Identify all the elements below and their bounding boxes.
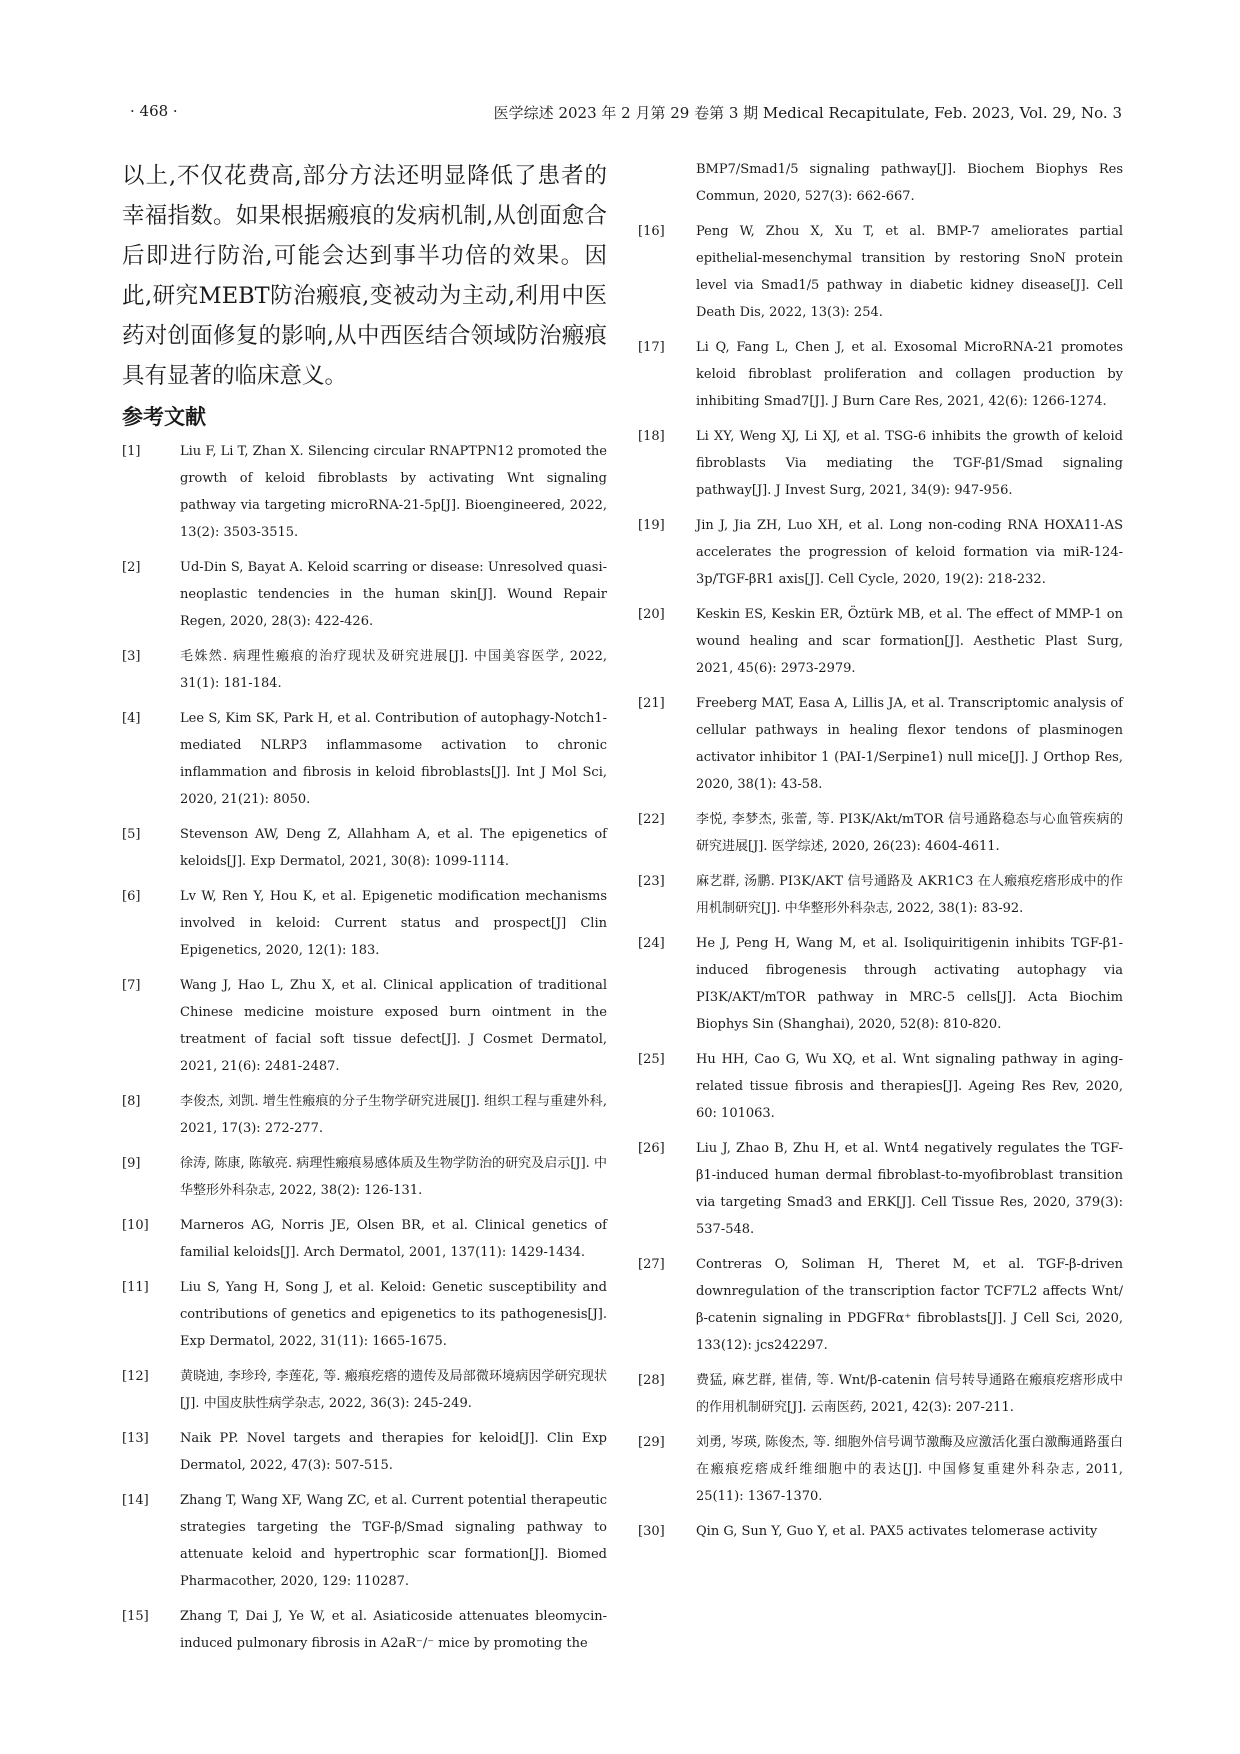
reference-item xyxy=(638,423,1123,504)
reference-number: [11] xyxy=(122,1280,149,1295)
reference-text: 毛姝然. 病理性瘢痕的治疗现状及研究进展[J]. 中国美容医学, 2022, 31(1): 181-184. xyxy=(180,649,607,691)
reference-item xyxy=(638,601,1123,682)
reference-text: Zhang T, Dai J, Ye W, et al. Asiaticoside attenuates bleomycin-induced pulmonary fibrosis in A2aR⁻/⁻ mice by promoting the xyxy=(180,1609,607,1651)
reference-number: [6] xyxy=(122,889,141,904)
reference-text: Liu F, Li T, Zhan X. Silencing circular RNAPTPN12 promoted the growth of keloid fibroblasts by activating Wnt signaling pathway via targeting microRNA-21-5p[J]. Bioengineered, 2022, 13(2): 3503-3515. xyxy=(180,444,607,540)
reference-number: [2] xyxy=(122,560,141,575)
reference-item xyxy=(638,512,1123,593)
reference-item xyxy=(122,1088,607,1142)
reference-number: [20] xyxy=(638,607,665,622)
reference-text: Marneros AG, Norris JE, Olsen BR, et al. Clinical genetics of familial keloids[J]. Arch Dermatol, 2001, 137(11): 1429-1434. xyxy=(180,1218,607,1260)
reference-number: [25] xyxy=(638,1052,665,1067)
reference-number: [23] xyxy=(638,874,665,889)
reference-item xyxy=(122,1150,607,1204)
reference-item xyxy=(122,821,607,875)
reference-item xyxy=(122,1425,607,1479)
reference-text: Lee S, Kim SK, Park H, et al. Contribution of autophagy-Notch1-mediated NLRP3 inflammasome activation to chronic inflammation and fibrosis in keloid fibroblasts[J]. Int J Mol Sci, 2020, 21(21): 8050. xyxy=(180,711,607,807)
reference-item xyxy=(638,690,1123,798)
reference-item xyxy=(638,868,1123,922)
reference-item xyxy=(122,438,607,546)
reference-number: [15] xyxy=(122,1609,149,1624)
reference-text: 李悦, 李梦杰, 张蕾, 等. PI3K/Akt/mTOR 信号通路稳态与心血管疾病的研究进展[J]. 医学综述, 2020, 26(23): 4604-4611. xyxy=(696,812,1123,854)
reference-number: [13] xyxy=(122,1431,149,1446)
reference-text: Naik PP. Novel targets and therapies for keloid[J]. Clin Exp Dermatol, 2022, 47(3): 507-515. xyxy=(180,1431,607,1473)
reference-text: Jin J, Jia ZH, Luo XH, et al. Long non-coding RNA HOXA11-AS accelerates the progression of keloid formation via miR-124-3p/TGF-βR1 axis[J]. Cell Cycle, 2020, 19(2): 218-232. xyxy=(696,518,1123,587)
reference-item xyxy=(122,643,607,697)
reference-text: Peng W, Zhou X, Xu T, et al. BMP-7 ameliorates partial epithelial-mesenchymal transition by restoring SnoN protein level via Smad1/5 pathway in diabetic kidney disease[J]. Cell Death Dis, 2022, 13(3): 254. xyxy=(696,224,1123,320)
reference-item xyxy=(122,1603,607,1657)
reference-text: Li Q, Fang L, Chen J, et al. Exosomal MicroRNA-21 promotes keloid fibroblast proliferation and collagen production by inhibiting Smad7[J]. J Burn Care Res, 2021, 42(6): 1266-1274. xyxy=(696,340,1123,409)
reference-number: [5] xyxy=(122,827,141,842)
reference-number: [26] xyxy=(638,1141,665,1156)
reference-item xyxy=(638,218,1123,326)
reference-item xyxy=(638,1518,1123,1545)
reference-number: [4] xyxy=(122,711,141,726)
reference-item xyxy=(122,1274,607,1355)
reference-text: 李俊杰, 刘凯. 增生性瘢痕的分子生物学研究进展[J]. 组织工程与重建外科, 2021, 17(3): 272-277. xyxy=(180,1094,607,1136)
reference-item xyxy=(638,1046,1123,1127)
reference-text: Contreras O, Soliman H, Theret M, et al. TGF-β-driven downregulation of the transcription factor TCF7L2 affects Wnt/β-catenin signaling in PDGFRα⁺ fibroblasts[J]. J Cell Sci, 2020, 133(12): jcs242297. xyxy=(696,1257,1123,1353)
reference-list-left xyxy=(122,438,607,1657)
reference-text: 麻艺群, 汤鹏. PI3K/AKT 信号通路及 AKR1C3 在人瘢痕疙瘩形成中的作用机制研究[J]. 中华整形外科杂志, 2022, 38(1): 83-92. xyxy=(696,874,1123,916)
reference-item xyxy=(122,554,607,635)
reference-text: 刘勇, 岑瑛, 陈俊杰, 等. 细胞外信号调节激酶及应激活化蛋白激酶通路蛋白在瘢痕疙瘩成纤维细胞中的表达[J]. 中国修复重建外科杂志, 2011, 25(11): 1367-1370. xyxy=(696,1435,1123,1504)
reference-text: 费猛, 麻艺群, 崔倩, 等. Wnt/β-catenin 信号转导通路在瘢痕疙瘩形成中的作用机制研究[J]. 云南医药, 2021, 42(3): 207-211. xyxy=(696,1373,1123,1415)
reference-number: [8] xyxy=(122,1094,141,1109)
reference-item xyxy=(638,1251,1123,1359)
reference-number: [18] xyxy=(638,429,665,444)
reference-text: 徐涛, 陈康, 陈敏亮. 病理性瘢痕易感体质及生物学防治的研究及启示[J]. 中华整形外科杂志, 2022, 38(2): 126-131. xyxy=(180,1156,607,1198)
reference-number: [19] xyxy=(638,518,665,533)
reference-15-continuation: BMP7/Smad1/5 signaling pathway[J]. Biochem Biophys Res Commun, 2020, 527(3): 662-667. xyxy=(696,162,1123,204)
reference-item xyxy=(638,334,1123,415)
reference-number: [24] xyxy=(638,936,665,951)
reference-number: [10] xyxy=(122,1218,149,1233)
reference-item xyxy=(638,930,1123,1038)
reference-item xyxy=(122,1363,607,1417)
reference-text: 黄晓迪, 李珍玲, 李莲花, 等. 瘢痕疙瘩的遗传及局部微环境病因学研究现状[J]. 中国皮肤性病学杂志, 2022, 36(3): 245-249. xyxy=(180,1369,607,1411)
body-paragraph: 以上,不仅花费高,部分方法还明显降低了患者的幸福指数。如果根据瘢痕的发病机制,从创面愈合后即进行防治,可能会达到事半功倍的效果。因此,研究MEBT防治瘢痕,变被动为主动,利用中医药对创面修复的影响,从中西医结合领域防治瘢痕具有显著的临床意义。 xyxy=(122,163,607,389)
reference-number: [22] xyxy=(638,812,665,827)
reference-item xyxy=(638,1135,1123,1243)
reference-number: [21] xyxy=(638,696,665,711)
reference-number: [7] xyxy=(122,978,141,993)
reference-item xyxy=(122,705,607,813)
reference-number: [12] xyxy=(122,1369,149,1384)
reference-item xyxy=(122,1212,607,1266)
reference-text: Freeberg MAT, Easa A, Lillis JA, et al. Transcriptomic analysis of cellular pathways in healing flexor tendons of plasminogen activator inhibitor 1 (PAI-1/Serpine1) null mice[J]. J Orthop Res, 2020, 38(1): 43-58. xyxy=(696,696,1123,792)
reference-number: [28] xyxy=(638,1373,665,1388)
left-column xyxy=(122,156,607,1665)
reference-number: [1] xyxy=(122,444,141,459)
journal-header: 医学综述 2023 年 2 月第 29 卷第 3 期 Medical Recapitulate, Feb. 2023, Vol. 29, No. 3 xyxy=(493,104,1122,122)
reference-item xyxy=(638,806,1123,860)
reference-item xyxy=(638,1367,1123,1421)
reference-item xyxy=(122,883,607,964)
reference-list-right xyxy=(638,218,1123,1545)
reference-text: Qin G, Sun Y, Guo Y, et al. PAX5 activates telomerase activity xyxy=(696,1524,1098,1539)
reference-number: [9] xyxy=(122,1156,141,1171)
reference-number: [17] xyxy=(638,340,665,355)
reference-number: [3] xyxy=(122,649,141,664)
reference-number: [30] xyxy=(638,1524,665,1539)
reference-text: Ud-Din S, Bayat A. Keloid scarring or disease: Unresolved quasi-neoplastic tendencies in the human skin[J]. Wound Repair Regen, 2020, 28(3): 422-426. xyxy=(180,560,607,629)
reference-text: Wang J, Hao L, Zhu X, et al. Clinical application of traditional Chinese medicine moisture exposed burn ointment in the treatment of facial soft tissue defect[J]. J Cosmet Dermatol, 2021, 21(6): 2481-2487. xyxy=(180,978,607,1074)
reference-number: [16] xyxy=(638,224,665,239)
reference-text: Stevenson AW, Deng Z, Allahham A, et al. The epigenetics of keloids[J]. Exp Dermatol, 2021, 30(8): 1099-1114. xyxy=(180,827,607,869)
reference-text: He J, Peng H, Wang M, et al. Isoliquiritigenin inhibits TGF-β1-induced fibrogenesis through activating autophagy via PI3K/AKT/mTOR pathway in MRC-5 cells[J]. Acta Biochim Biophys Sin (Shanghai), 2020, 52(8): 810-820. xyxy=(696,936,1123,1032)
reference-item xyxy=(122,1487,607,1595)
reference-number: [29] xyxy=(638,1435,665,1450)
reference-text: Lv W, Ren Y, Hou K, et al. Epigenetic modification mechanisms involved in keloid: Current status and prospect[J] Clin Epigenetics, 2020, 12(1): 183. xyxy=(180,889,607,958)
page-number: · 468 · xyxy=(130,102,178,120)
reference-text: Keskin ES, Keskin ER, Öztürk MB, et al. The effect of MMP-1 on wound healing and scar formation[J]. Aesthetic Plast Surg, 2021, 45(6): 2973-2979. xyxy=(696,607,1123,676)
reference-item xyxy=(638,1429,1123,1510)
reference-text: Hu HH, Cao G, Wu XQ, et al. Wnt signaling pathway in aging-related tissue fibrosis and therapies[J]. Ageing Res Rev, 2020, 60: 101063. xyxy=(696,1052,1123,1121)
reference-text: Liu J, Zhao B, Zhu H, et al. Wnt4 negatively regulates the TGF-β1-induced human dermal fibroblast-to-myofibroblast transition via targeting Smad3 and ERK[J]. Cell Tissue Res, 2020, 379(3): 537-548. xyxy=(696,1141,1123,1237)
right-column xyxy=(638,156,1123,1553)
reference-item xyxy=(122,972,607,1080)
reference-text: Zhang T, Wang XF, Wang ZC, et al. Current potential therapeutic strategies targeting the TGF-β/Smad signaling pathway to attenuate keloid and hypertrophic scar formation[J]. Biomed Pharmacother, 2020, 129: 110287. xyxy=(180,1493,607,1589)
reference-number: [14] xyxy=(122,1493,149,1508)
reference-text: Li XY, Weng XJ, Li XJ, et al. TSG-6 inhibits the growth of keloid fibroblasts Via mediating the TGF-β1/Smad signaling pathway[J]. J Invest Surg, 2021, 34(9): 947-956. xyxy=(696,429,1123,498)
running-head xyxy=(130,102,1122,128)
references-heading: 参考文献 xyxy=(122,405,206,429)
reference-text: Liu S, Yang H, Song J, et al. Keloid: Genetic susceptibility and contributions of genetics and epigenetics to its pathogenesis[J]. Exp Dermatol, 2022, 31(11): 1665-1675. xyxy=(180,1280,607,1349)
reference-number: [27] xyxy=(638,1257,665,1272)
